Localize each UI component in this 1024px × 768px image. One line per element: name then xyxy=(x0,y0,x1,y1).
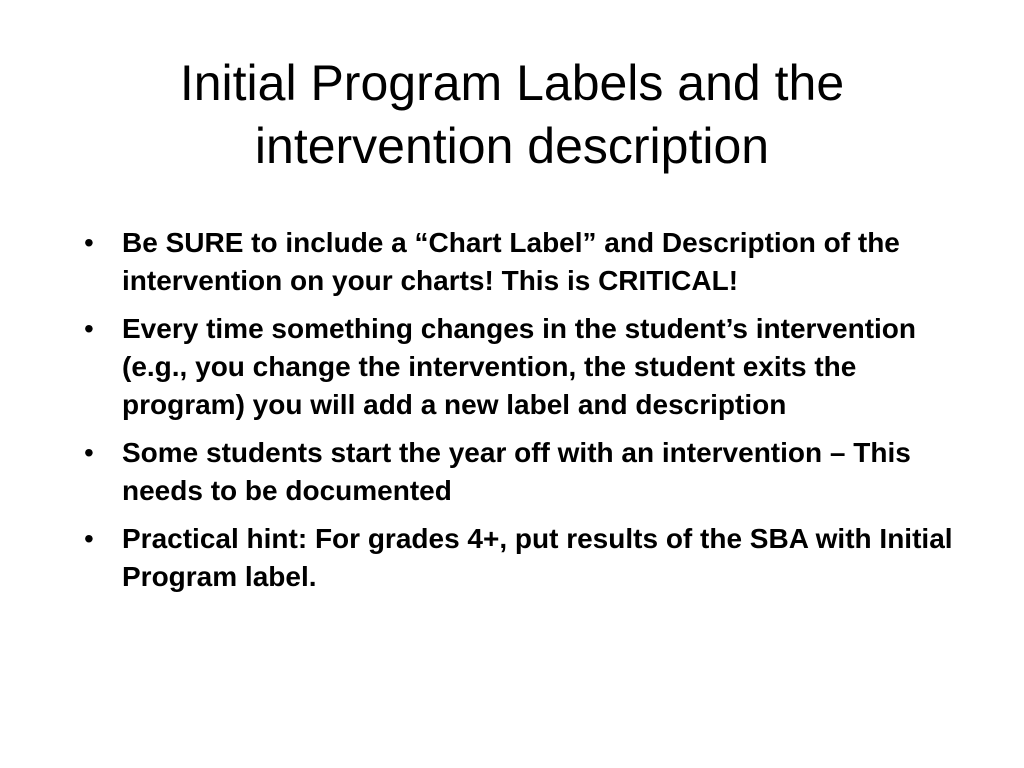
bullet-item-intervention-changes xyxy=(80,310,960,424)
bullet-marker: • xyxy=(84,437,94,468)
slide-title-line-1: Initial Program Labels and the xyxy=(179,55,845,111)
bullet-text: Some students start the year off with an intervention – This needs to be documented xyxy=(122,437,911,506)
bullet-item-start-of-year xyxy=(80,434,960,510)
bullet-marker: • xyxy=(84,523,94,554)
bullet-item-practical-hint xyxy=(80,520,960,596)
bullet-marker: • xyxy=(84,313,94,344)
bullet-text: Every time something changes in the student’s intervention (e.g., you change the intervention, the student exits the program) you will add a new label and description xyxy=(122,313,917,420)
slide-title xyxy=(60,52,964,178)
bullet-item-chart-label xyxy=(80,224,960,300)
bullet-text: Practical hint: For grades 4+, put results of the SBA with Initial Program label. xyxy=(122,523,953,592)
slide-title-line-2: intervention description xyxy=(254,118,770,174)
bullet-list xyxy=(80,224,960,606)
bullet-text: Be SURE to include a “Chart Label” and Description of the intervention on your charts! This is CRITICAL! xyxy=(122,227,900,296)
bullet-marker: • xyxy=(84,227,94,258)
